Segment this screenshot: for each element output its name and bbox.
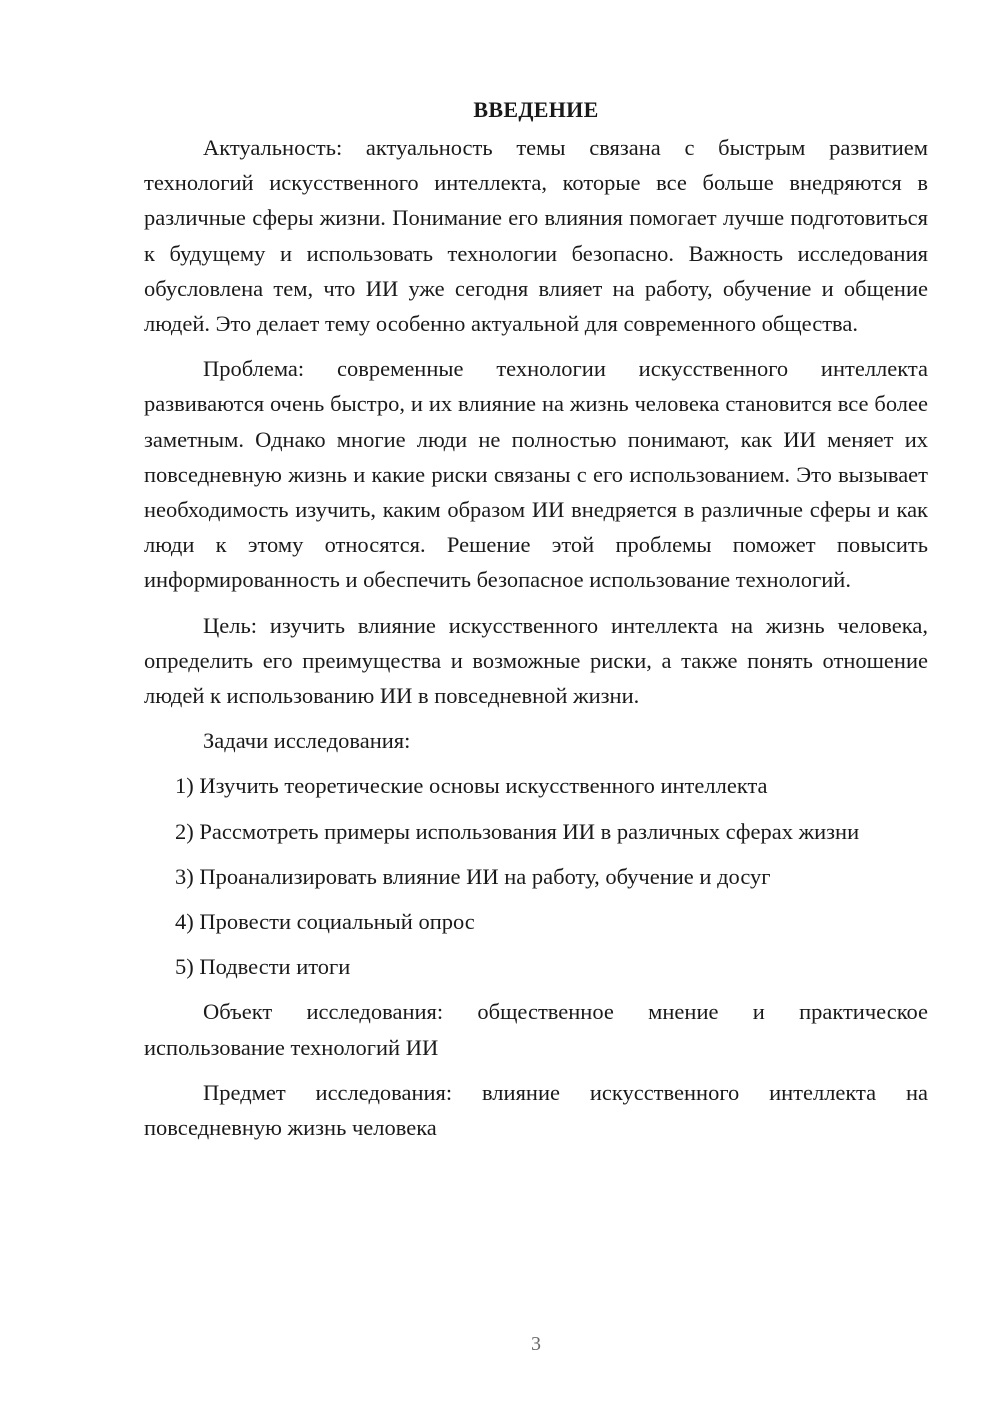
- relevance-paragraph: Актуальность: актуальность темы связана с быстрым развитием технологий искусственного интеллекта, которые все больше внедряются в различные сферы жизни. Понимание его влияния помогает лучше подготовиться к будущему и использовать технологии безопасно. Важность исследования обусловлена тем, что ИИ уже сегодня влияет на работу, обучение и общение людей. Это делает тему особенно актуальной для современного общества.: [144, 135, 928, 337]
- goal-paragraph: Цель: изучить влияние искусственного интеллекта на жизнь человека, определить его преимущества и возможные риски, а также понять отношение людей к использованию ИИ в повседневной жизни.: [144, 612, 928, 709]
- tasks-heading: Задачи исследования:: [203, 728, 411, 754]
- object-paragraph: Объект исследования: общественное мнение и практическое использование технологий ИИ: [144, 999, 928, 1060]
- page-title: ВВЕДЕНИЕ: [473, 97, 599, 122]
- problem-paragraph: Проблема: современные технологии искусственного интеллекта развиваются очень быстро, и их влияние на жизнь человека становится все более заметным. Однако многие люди не полностью понимают, как ИИ меняет их повседневную жизнь и какие риски связаны с его использованием. Это вызывает необходимость изучить, каким образом ИИ внедряется в различные сферы и как люди к этому относятся. Решение этой проблемы поможет повысить информированность и обеспечить безопасное использование технологий.: [144, 356, 928, 593]
- page-content: [144, 92, 928, 1155]
- task-item-1: 1) Изучить теоретические основы искусственного интеллекта: [175, 773, 768, 799]
- task-item-3: 3) Проанализировать влияние ИИ на работу, обучение и досуг: [175, 863, 771, 889]
- page-number: 3: [531, 1333, 541, 1355]
- subject-paragraph: Предмет исследования: влияние искусственного интеллекта на повседневную жизнь человека: [144, 1079, 928, 1141]
- task-item-2: 2) Рассмотреть примеры использования ИИ в различных сферах жизни: [175, 818, 860, 844]
- task-item-4: 4) Провести социальный опрос: [175, 909, 475, 935]
- task-item-5: 5) Подвести итоги: [175, 954, 351, 980]
